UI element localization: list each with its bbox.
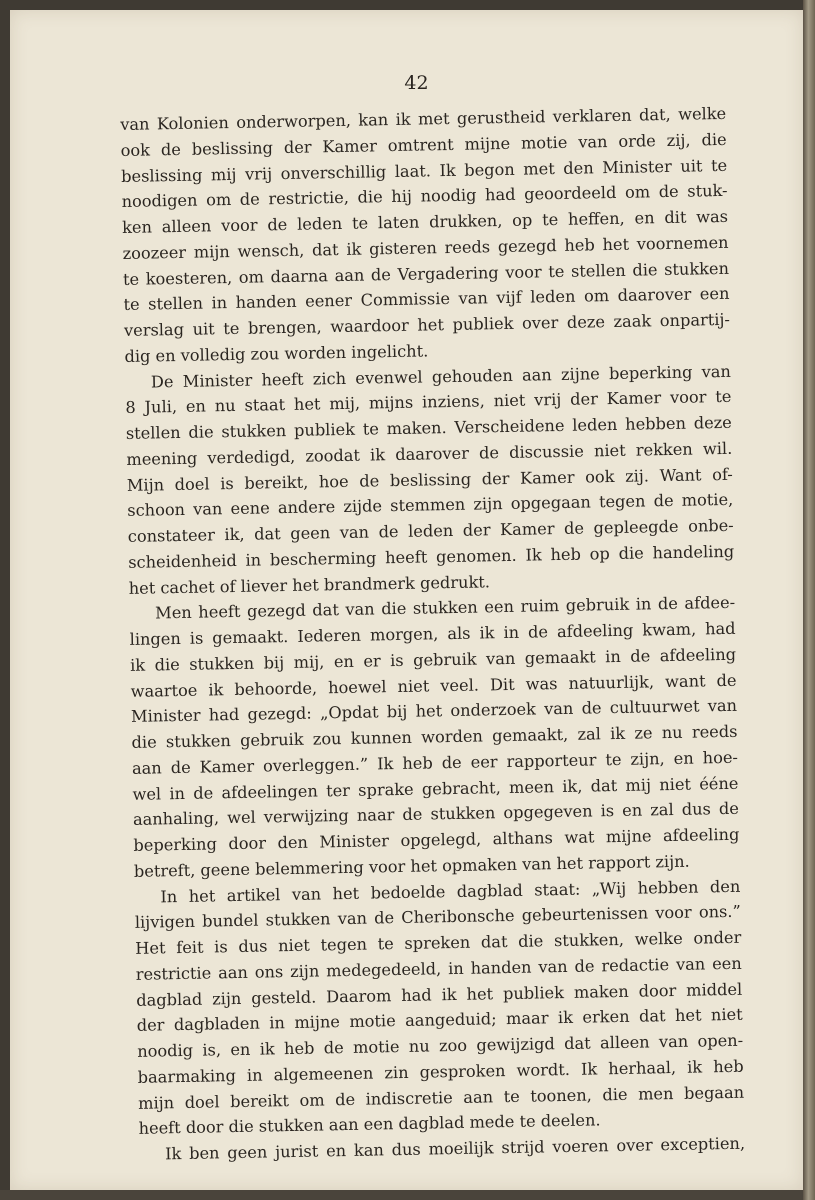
text-line: stellen die stukken publiek te maken. Verscheidene leden hebben deze (125, 412, 732, 443)
text-line: schoon van eene andere zijde stemmen zijn opgegaan tegen de motie, (127, 490, 734, 521)
text-line: die stukken gebruik zou kunnen worden gemaakt, zal ik ze nu reeds (131, 721, 738, 752)
text-line: Minister had gezegd: „Opdat bij het onderzoek van de cultuurwet van (130, 696, 738, 727)
text-line: Het feit is dus niet tegen te spreken dat die stukken, welke onder (135, 927, 742, 958)
text-line: scheidenheid in bescherming heeft genomen. Ik heb op die handeling (128, 541, 735, 572)
page-number: 42 (404, 72, 429, 94)
text-line: aanhaling, wel verwijzing naar de stukken opgegeven is en zal dus de (132, 799, 740, 830)
text-line: heeft door die stukken aan een dagblad mede te deelen. (138, 1110, 601, 1139)
paragraph-start-line: In het artikel van het bedoelde dagblad staat: „Wij hebben den (160, 876, 741, 906)
text-line: lingen is gemaakt. Iederen morgen, als ik in de afdeeling kwam, had (129, 618, 736, 649)
text-line: restrictie aan ons zijn medegedeeld, in handen van de redactie van een (135, 953, 742, 984)
text-line: dig en volledig zou worden ingelicht. (124, 341, 429, 366)
text-line: ook de beslissing der Kamer omtrent mijne motie van orde zij, die (120, 129, 727, 160)
paragraph-start-line: Men heeft gezegd dat van die stukken een ruim gebruik in de afdee- (155, 593, 736, 623)
text-line: Mijn doel is bereikt, hoe de beslissing der Kamer ook zij. Want of- (126, 464, 733, 495)
text-line: noodigen om de restrictie, die hij noodig had geoordeeld om de stuk- (121, 181, 728, 212)
text-line: beperking door den Minister opgelegd, althans wat mijne afdeeling (133, 824, 740, 855)
text-line: van Kolonien onderworpen, kan ik met gerustheid verklaren dat, welke (120, 103, 727, 134)
text-line: te stellen in handen eener Commissie van vijf leden om daarover een (123, 284, 730, 315)
text-line: mijn doel bereikt om de indiscretie aan te toonen, die men begaan (137, 1082, 745, 1113)
paragraph-start-line: De Minister heeft zich evenwel gehouden aan zijne beperking van (150, 361, 732, 391)
text-line: constateer ik, dat geen van de leden der Kamer de gepleegde onbe- (127, 515, 734, 546)
text-line: betreft, geene belemmering voor het opmaken van het rapport zijn. (133, 851, 690, 881)
text-line: waartoe ik behoorde, hoewel niet veel. Dit was natuurlijk, want de (130, 670, 737, 701)
text-line: verslag uit te brengen, waardoor het publiek over deze zaak onpartij- (123, 309, 731, 340)
text-line: ik die stukken bij mij, en er is gebruik van gemaakt in de afdeeling (129, 644, 737, 675)
body-text (120, 101, 745, 1168)
text-line: baarmaking in algemeenen zin gesproken wordt. Ik herhaal, ik heb (137, 1056, 744, 1087)
text-line: zoozeer mijn wensch, dat ik gisteren reeds gezegd heb het voornemen (122, 232, 729, 263)
text-line: wel in de afdeelingen ter sprake gebracht, meen ik, dat mij niet ééne (132, 773, 739, 804)
text-line: het cachet of liever het brandmerk gedrukt. (128, 571, 491, 598)
paragraph-start-line: Ik ben geen jurist en kan dus moeilijk strijd voeren over exceptien, (164, 1133, 746, 1164)
text-line: meening verdedigd, zoodat ik daarover de discussie niet rekken wil. (126, 438, 733, 469)
book-spine-edge (803, 0, 815, 1200)
text-line: ken alleen voor de leden te laten drukken, op te heffen, en dit was (121, 206, 729, 237)
text-line: beslissing mij vrij onverschillig laat. Ik begon met den Minister uit te (120, 155, 728, 186)
text-line: lijvigen bundel stukken van de Cheribonsche gebeurtenissen voor ons.” (134, 902, 741, 933)
text-line: der dagbladen in mijne motie aangeduid; maar ik erken dat het niet (136, 1004, 743, 1036)
text-line: aan de Kamer overleggen.” Ik heb de eer rapporteur te zijn, en hoe- (131, 747, 739, 778)
text-line: noodig is, en ik heb de motie nu zoo gewijzigd dat alleen van open- (137, 1030, 744, 1061)
text-line: 8 Juli, en nu staat het mij, mijns inziens, niet vrij der Kamer voor te (125, 387, 732, 418)
scan-bottom-edge (0, 1190, 803, 1200)
text-line: dagblad zijn gesteld. Daarom had ik het publiek maken door middel (136, 979, 743, 1010)
text-line: te koesteren, om daarna aan de Vergadering voor te stellen die stukken (122, 258, 730, 289)
